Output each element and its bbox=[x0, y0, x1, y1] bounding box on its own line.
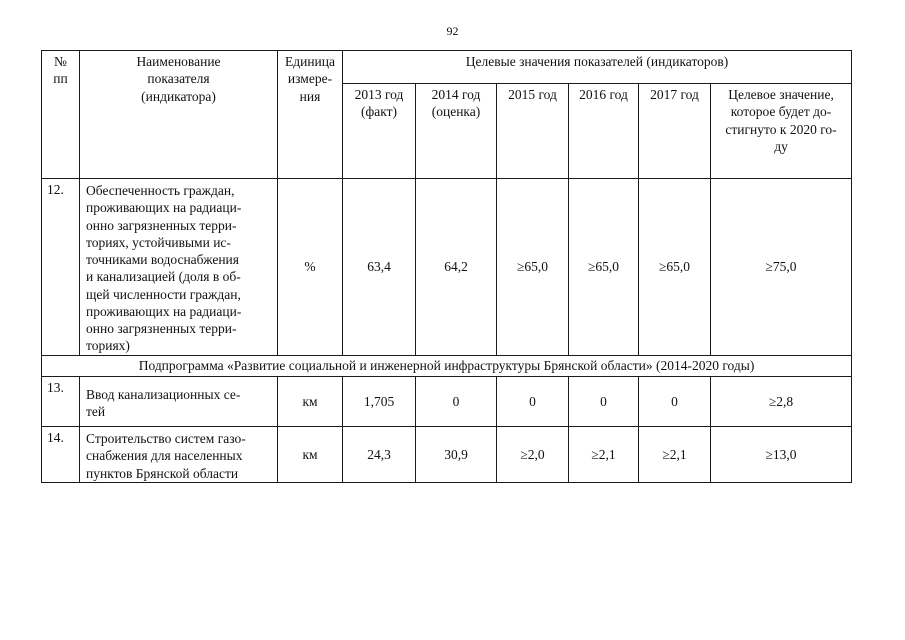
header-num: № пп bbox=[42, 51, 80, 179]
row-value-2015: ≥2,0 bbox=[497, 427, 569, 483]
row-value-2017: ≥65,0 bbox=[639, 179, 711, 356]
table-row bbox=[42, 427, 852, 483]
row-unit: км bbox=[278, 377, 343, 427]
page-number: 92 bbox=[446, 24, 459, 38]
header-unit: Единица измере- ния bbox=[278, 51, 343, 179]
row-value-2020: ≥2,8 bbox=[711, 377, 852, 427]
row-value-2017: 0 bbox=[639, 377, 711, 427]
row-value-2020: ≥75,0 bbox=[711, 179, 852, 356]
header-target-values: Целевые значения показателей (индикаторов) bbox=[343, 51, 852, 84]
header-target-2020: Целевое значение, которое будет до- стигнуто к 2020 го- ду bbox=[711, 84, 852, 179]
row-value-2016: ≥65,0 bbox=[569, 179, 639, 356]
row-name: Ввод канализационных се- тей bbox=[80, 377, 278, 427]
row-num: 13. bbox=[42, 377, 80, 427]
subprogram-title: Подпрограмма «Развитие социальной и инженерной инфраструктуры Брянской области» (2014-2020 годы) bbox=[42, 356, 852, 377]
indicators-table bbox=[41, 50, 852, 483]
row-unit: % bbox=[278, 179, 343, 356]
header-name: Наименование показателя (индикатора) bbox=[80, 51, 278, 179]
row-num: 12. bbox=[42, 179, 80, 356]
row-value-2013: 24,3 bbox=[343, 427, 416, 483]
row-value-2015: ≥65,0 bbox=[497, 179, 569, 356]
row-value-2014: 30,9 bbox=[416, 427, 497, 483]
row-name: Строительство систем газо- снабжения для населенных пунктов Брянской области bbox=[80, 427, 278, 483]
table-row bbox=[42, 179, 852, 356]
row-value-2016: ≥2,1 bbox=[569, 427, 639, 483]
row-value-2015: 0 bbox=[497, 377, 569, 427]
row-value-2014: 64,2 bbox=[416, 179, 497, 356]
table-row bbox=[42, 377, 852, 427]
header-year-2017: 2017 год bbox=[639, 84, 711, 179]
header-year-2013: 2013 год (факт) bbox=[343, 84, 416, 179]
row-value-2016: 0 bbox=[569, 377, 639, 427]
row-name: Обеспеченность граждан, проживающих на радиаци- онно загрязненных терри- ториях, устойчивыми ис- точниками водоснабжения и канализацией (доля в об- щей численности граждан, проживающих на радиаци- онно загрязненных терри- ториях) bbox=[80, 179, 278, 356]
header-year-2015: 2015 год bbox=[497, 84, 569, 179]
row-value-2014: 0 bbox=[416, 377, 497, 427]
header-year-2014: 2014 год (оценка) bbox=[416, 84, 497, 179]
row-value-2013: 1,705 bbox=[343, 377, 416, 427]
row-value-2013: 63,4 bbox=[343, 179, 416, 356]
row-value-2017: ≥2,1 bbox=[639, 427, 711, 483]
row-num: 14. bbox=[42, 427, 80, 483]
row-unit: км bbox=[278, 427, 343, 483]
header-year-2016: 2016 год bbox=[569, 84, 639, 179]
row-value-2020: ≥13,0 bbox=[711, 427, 852, 483]
